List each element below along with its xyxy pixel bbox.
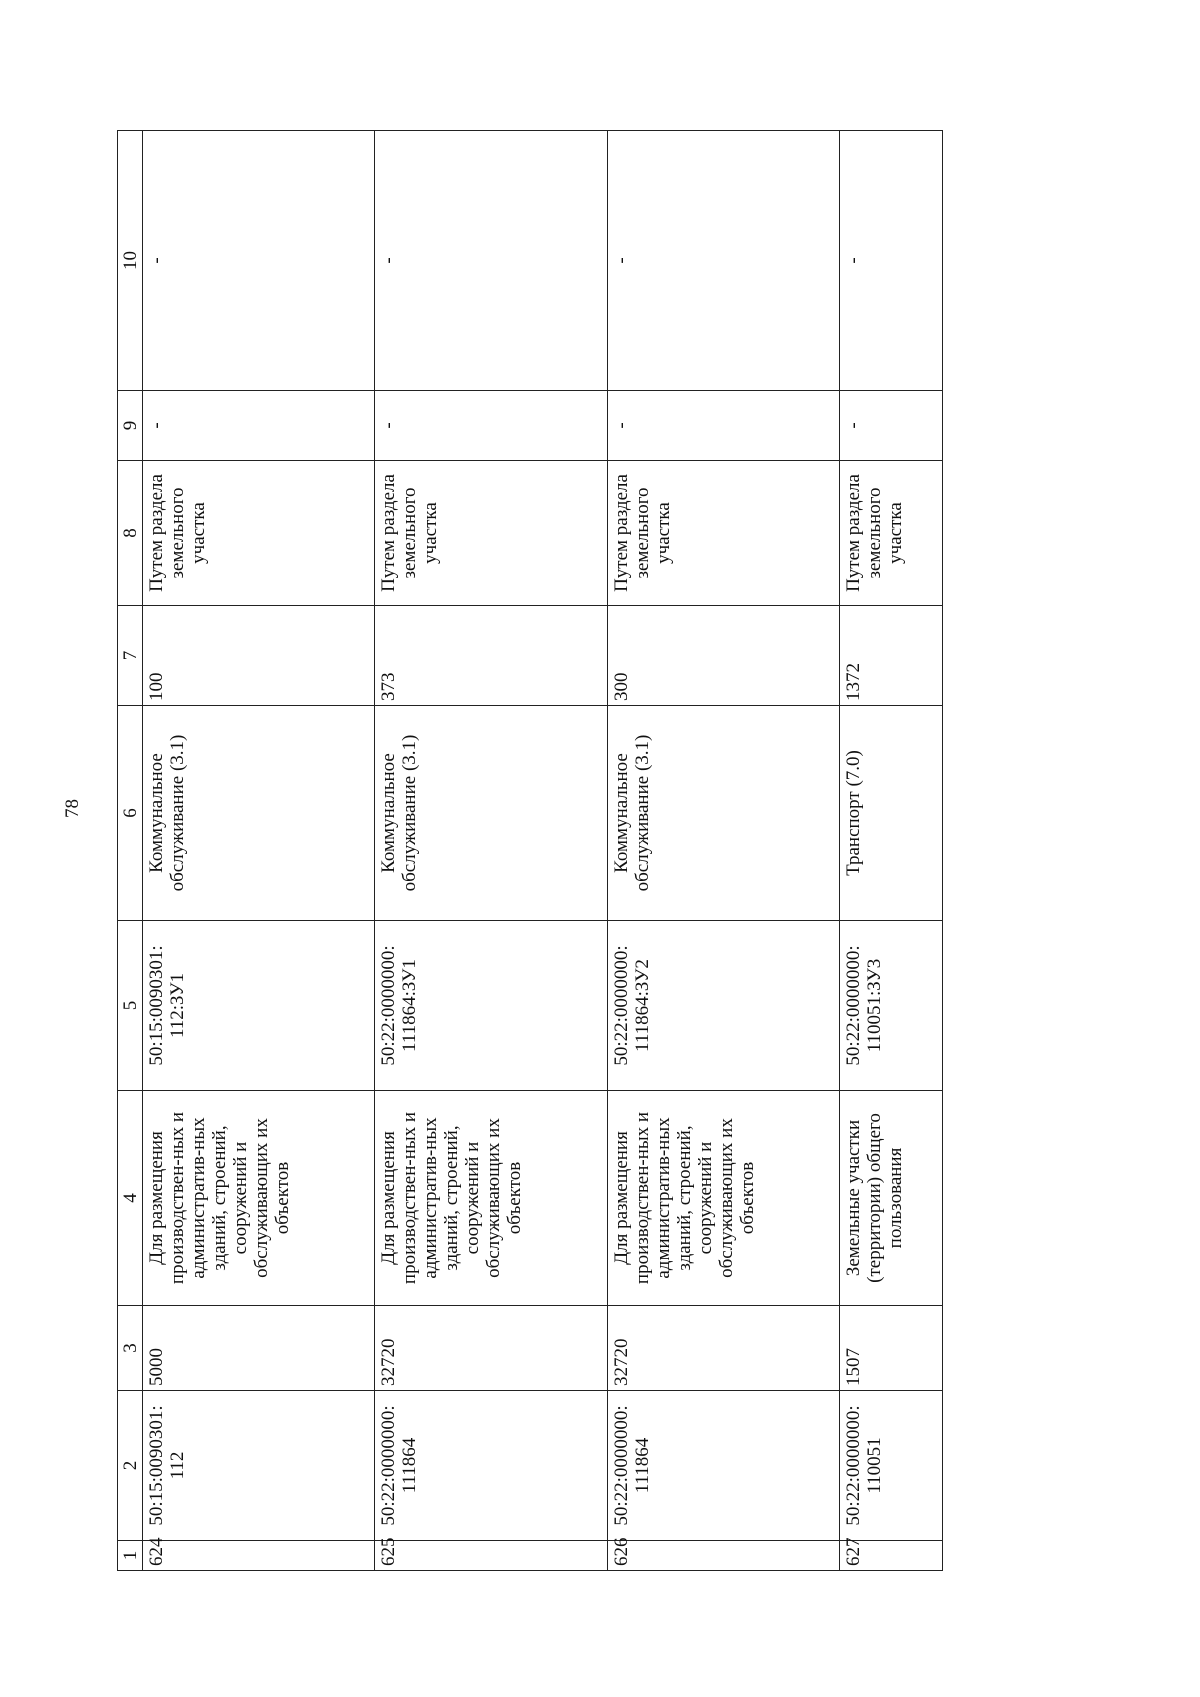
header-col-10: 10 [118, 131, 143, 391]
cadastral-number-cell: 50:15:0090301: 112 [143, 1391, 375, 1541]
cadastral-number-cell: 50:22:0000000: 110051 [839, 1391, 942, 1541]
permitted-use-cell: Для размещения производствен-ных и административ-ных зданий, строений, сооружений и обслуживающих их объектов [143, 1091, 375, 1306]
page-number: 78 [62, 799, 83, 818]
new-cadastral-number-cell: 50:22:0000000: 111864:ЗУ1 [375, 921, 607, 1091]
use-type-cell: Коммунальное обслуживание (3.1) [375, 706, 607, 921]
area-cell: 32720 [607, 1306, 839, 1391]
row-number-cell: 624 [143, 1541, 375, 1571]
table-row [839, 131, 942, 1571]
row-number-cell: 625 [375, 1541, 607, 1571]
cadastral-number-cell: 50:22:0000000: 111864 [607, 1391, 839, 1541]
new-area-cell: 1372 [839, 606, 942, 706]
new-area-cell: 300 [607, 606, 839, 706]
cadastral-number-cell: 50:22:0000000: 111864 [375, 1391, 607, 1541]
header-col-3: 3 [118, 1306, 143, 1391]
col10-cell: - [375, 131, 607, 391]
row-number-cell: 627 [839, 1541, 942, 1571]
header-col-7: 7 [118, 606, 143, 706]
col10-cell: - [607, 131, 839, 391]
permitted-use-cell: Для размещения производствен-ных и административ-ных зданий, строений, сооружений и обслуживающих их объектов [607, 1091, 839, 1306]
area-cell: 32720 [375, 1306, 607, 1391]
header-col-5: 5 [118, 921, 143, 1091]
col9-cell: - [839, 391, 942, 461]
new-cadastral-number-cell: 50:15:0090301: 112:ЗУ1 [143, 921, 375, 1091]
new-cadastral-number-cell: 50:22:0000000: 111864:ЗУ2 [607, 921, 839, 1091]
formation-method-cell: Путем раздела земельного участка [375, 461, 607, 606]
col9-cell: - [143, 391, 375, 461]
formation-method-cell: Путем раздела земельного участка [143, 461, 375, 606]
row-number-cell: 626 [607, 1541, 839, 1571]
use-type-cell: Коммунальное обслуживание (3.1) [143, 706, 375, 921]
permitted-use-cell: Земельные участки (территории) общего пользования [839, 1091, 942, 1306]
use-type-cell: Коммунальное обслуживание (3.1) [607, 706, 839, 921]
parcel-table [117, 130, 943, 1571]
permitted-use-cell: Для размещения производствен-ных и административ-ных зданий, строений, сооружений и обслуживающих их объектов [375, 1091, 607, 1306]
header-row [118, 131, 143, 1571]
header-col-8: 8 [118, 461, 143, 606]
new-area-cell: 373 [375, 606, 607, 706]
area-cell: 1507 [839, 1306, 942, 1391]
col10-cell: - [143, 131, 375, 391]
header-col-4: 4 [118, 1091, 143, 1306]
header-col-1: 1 [118, 1541, 143, 1571]
header-col-6: 6 [118, 706, 143, 921]
header-col-2: 2 [118, 1391, 143, 1541]
parcel-table-wrapper [117, 131, 943, 1571]
table-row [375, 131, 607, 1571]
formation-method-cell: Путем раздела земельного участка [607, 461, 839, 606]
new-cadastral-number-cell: 50:22:0000000: 110051:ЗУ3 [839, 921, 942, 1091]
col10-cell: - [839, 131, 942, 391]
new-area-cell: 100 [143, 606, 375, 706]
table-row [607, 131, 839, 1571]
formation-method-cell: Путем раздела земельного участка [839, 461, 942, 606]
area-cell: 5000 [143, 1306, 375, 1391]
col9-cell: - [375, 391, 607, 461]
table-row [143, 131, 375, 1571]
header-col-9: 9 [118, 391, 143, 461]
col9-cell: - [607, 391, 839, 461]
use-type-cell: Транспорт (7.0) [839, 706, 942, 921]
